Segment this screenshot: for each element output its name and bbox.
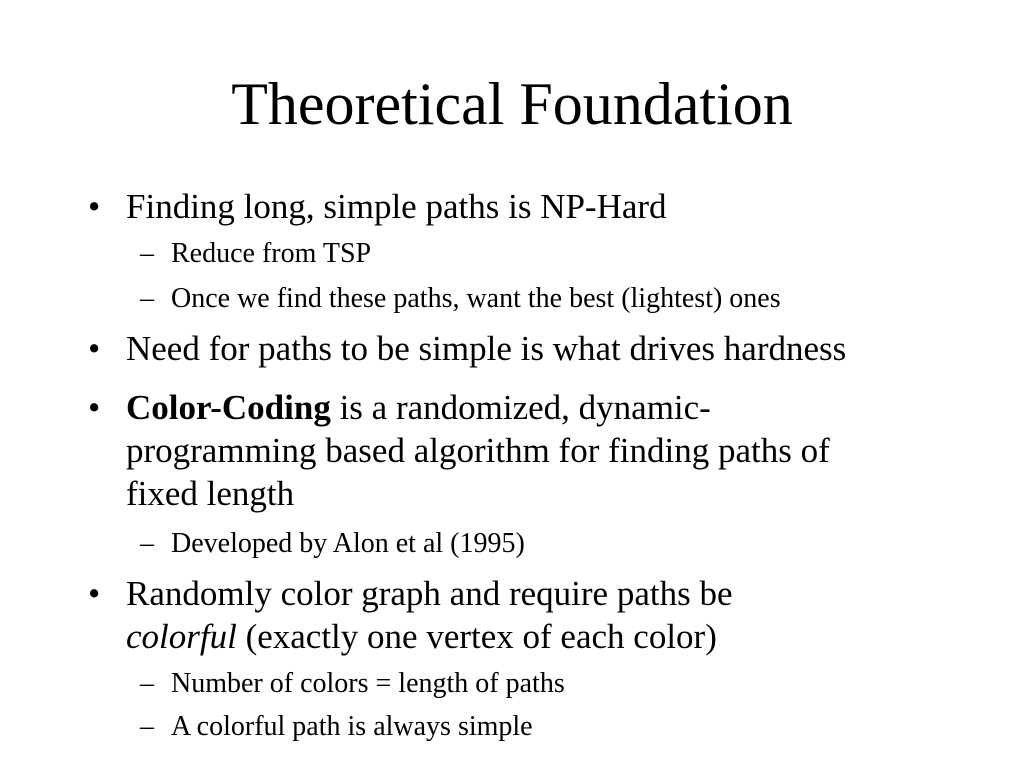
colorful-term: colorful: [126, 617, 237, 656]
bullet-4-line-2-rest: (exactly one vertex of each color): [236, 617, 717, 656]
bullet-3-line-2: programming based algorithm for finding paths of: [126, 431, 830, 470]
bullet-marker: •: [88, 574, 101, 613]
bullet-1-sub-2-text: Once we find these paths, want the best (lightest) ones: [171, 283, 781, 314]
bullet-4-sub-2-text: A colorful path is always simple: [171, 711, 533, 742]
bullet-1-text: Finding long, simple paths is NP-Hard: [126, 187, 667, 226]
bullet-4-line-2: [126, 615, 966, 658]
bullet-3-line-3: fixed length: [126, 474, 295, 513]
sub-marker: –: [140, 711, 154, 742]
bullet-3-line-1: [126, 386, 966, 429]
sub-marker: –: [140, 238, 154, 269]
bullet-marker: •: [88, 329, 101, 368]
bullet-marker: •: [88, 187, 101, 226]
sub-marker: –: [140, 528, 154, 559]
slide-title: Theoretical Foundation: [231, 71, 793, 137]
bullet-3-line-1-rest: is a randomized, dynamic-: [330, 388, 711, 427]
bullet-4-text: [126, 572, 966, 658]
sub-marker: –: [140, 283, 154, 314]
bullet-4-line-1: Randomly color graph and require paths be: [126, 574, 733, 613]
sub-marker: –: [140, 668, 154, 699]
bullet-marker: •: [88, 388, 101, 427]
bullet-3-text: [126, 386, 966, 515]
color-coding-term: Color-Coding: [126, 388, 331, 427]
bullet-1-sub-1-text: Reduce from TSP: [171, 238, 372, 269]
bullet-3-sub-1-text: Developed by Alon et al (1995): [171, 528, 525, 559]
bullet-2-text: Need for paths to be simple is what drives hardness: [126, 329, 847, 368]
bullet-4-sub-1-text: Number of colors = length of paths: [171, 668, 565, 699]
